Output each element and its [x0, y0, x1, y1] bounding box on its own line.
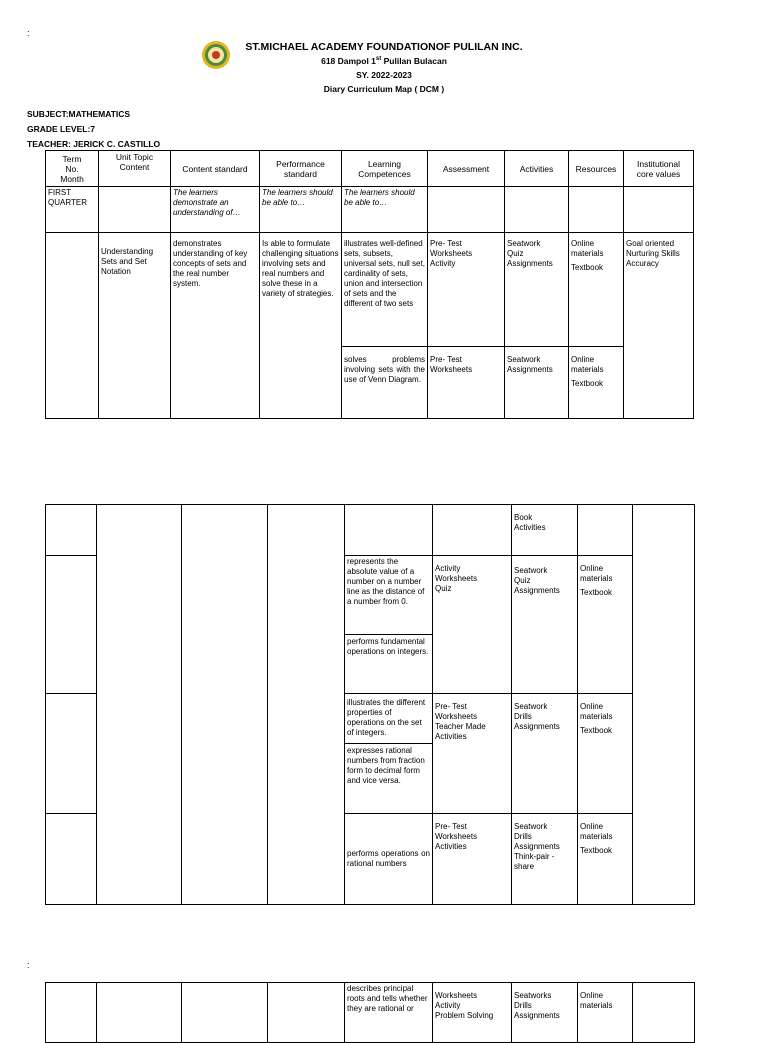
curriculum-table-1 — [45, 150, 694, 419]
header-resources: Resources — [569, 151, 624, 187]
header-activities: Activities — [505, 151, 569, 187]
empty-cell — [97, 983, 182, 1043]
activities-cell: Seatwork Assignments — [505, 347, 569, 419]
school-name: ST.MICHAEL ACADEMY FOUNDATIONOF PULILAN INC. — [245, 41, 523, 53]
content-standard-intro: The learners demonstrate an understanding of… — [171, 187, 260, 233]
content-standard-cell: demonstrates understanding of key concepts of sets and the real number system. — [171, 233, 260, 419]
empty-cell — [182, 983, 268, 1043]
resources-cell: Online materials Textbook — [569, 347, 624, 419]
curriculum-table-3 — [45, 982, 695, 1043]
assessment-cell: Activity Worksheets Quiz — [433, 556, 512, 694]
header-core-values: Institutional core values — [624, 151, 694, 187]
grade-level-label: GRADE LEVEL:7 — [27, 124, 96, 134]
header-content-standard: Content standard — [171, 151, 260, 187]
curriculum-table-2 — [45, 504, 695, 905]
resources-cell: Online materials Textbook — [569, 233, 624, 347]
competence-cell: performs operations on rational numbers — [345, 814, 433, 905]
empty-cell — [633, 983, 695, 1043]
empty-cell — [428, 187, 505, 233]
header-assessment: Assessment — [428, 151, 505, 187]
empty-cell — [578, 505, 633, 556]
resources-cell: Online materials Textbook — [578, 694, 633, 814]
assessment-cell: Pre- Test Worksheets Activities — [433, 814, 512, 905]
activities-cell: Seatworks Drills Assignments — [512, 983, 578, 1043]
activities-cell: Seatwork Drills Assignments — [512, 694, 578, 814]
competence-item: expresses rational numbers from fraction form to decimal form and vice versa. — [347, 746, 425, 785]
header-learning-competences: Learning Competences — [342, 151, 428, 187]
empty-cell — [182, 505, 268, 905]
assessment-cell: Pre- Test Worksheets — [428, 347, 505, 419]
unit-topic-cell: Understanding Sets and Set Notation — [99, 233, 171, 419]
empty-cell — [624, 187, 694, 233]
competence-cell: solves problems involving sets with the use of Venn Diagram. — [342, 347, 428, 419]
empty-cell — [569, 187, 624, 233]
empty-cell — [46, 233, 99, 419]
empty-cell — [505, 187, 569, 233]
competence-cell — [345, 694, 433, 814]
assessment-cell: Pre- Test Worksheets Activity — [428, 233, 505, 347]
activities-cell: Seatwork Quiz Assignments — [505, 233, 569, 347]
resources-cell: Online materials Textbook — [578, 556, 633, 694]
empty-cell — [46, 556, 97, 694]
resources-cell: Online materials — [578, 983, 633, 1043]
assessment-cell: Pre- Test Worksheets Teacher Made Activities — [433, 694, 512, 814]
teacher-label: TEACHER: JERICK C. CASTILLO — [27, 139, 161, 149]
empty-cell — [345, 505, 433, 556]
assessment-cell: Worksheets Activity Problem Solving — [433, 983, 512, 1043]
school-year: SY. 2022-2023 — [356, 70, 412, 80]
competence-cell: illustrates well-defined sets, subsets, universal sets, null set, cardinality of sets, union and intersection of sets and the different of two sets — [342, 233, 428, 347]
competence-cell: describes principal roots and tells whether they are rational or — [345, 983, 433, 1043]
document-title: Diary Curriculum Map ( DCM ) — [323, 84, 445, 94]
activities-cell: Book Activities — [512, 505, 578, 556]
subject-label: SUBJECT:MATHEMATICS — [27, 109, 131, 119]
school-address: 618 Dampol 1st Pulilan Bulacan — [321, 56, 447, 66]
colon-mark: : — [27, 28, 30, 38]
empty-cell — [99, 187, 171, 233]
empty-cell — [268, 983, 345, 1043]
competence-intro: The learners should be able to… — [342, 187, 428, 233]
competence-item: performs fundamental operations on integers. — [347, 637, 429, 656]
empty-cell — [268, 505, 345, 905]
competence-item: illustrates the different properties of operations on the set of integers. — [345, 694, 432, 744]
competence-item: represents the absolute value of a number on a number line as the distance of a number from 0. — [345, 556, 432, 635]
empty-cell — [46, 814, 97, 905]
core-values-cell: Goal oriented Nurturing Skills Accuracy — [624, 233, 694, 419]
activities-cell: Seatwork Quiz Assignments — [512, 556, 578, 694]
empty-cell — [97, 505, 182, 905]
header-term: Term No. Month — [46, 151, 99, 187]
empty-cell — [46, 505, 97, 556]
term-cell: FIRST QUARTER — [46, 187, 99, 233]
header-performance-standard: Performance standard — [260, 151, 342, 187]
resources-cell: Online materials Textbook — [578, 814, 633, 905]
empty-cell — [46, 983, 97, 1043]
performance-standard-cell: Is able to formulate challenging situations involving sets and real numbers and solve these in a variety of strategies. — [260, 233, 342, 419]
competence-cell — [345, 556, 433, 694]
empty-cell — [433, 505, 512, 556]
empty-cell — [46, 694, 97, 814]
colon-mark: : — [27, 960, 30, 970]
activities-cell: Seatwork Drills Assignments Think-pair - share — [512, 814, 578, 905]
empty-cell — [633, 505, 695, 905]
header-unit-topic: Unit Topic Content — [99, 151, 171, 187]
performance-standard-intro: The learners should be able to… — [260, 187, 342, 233]
